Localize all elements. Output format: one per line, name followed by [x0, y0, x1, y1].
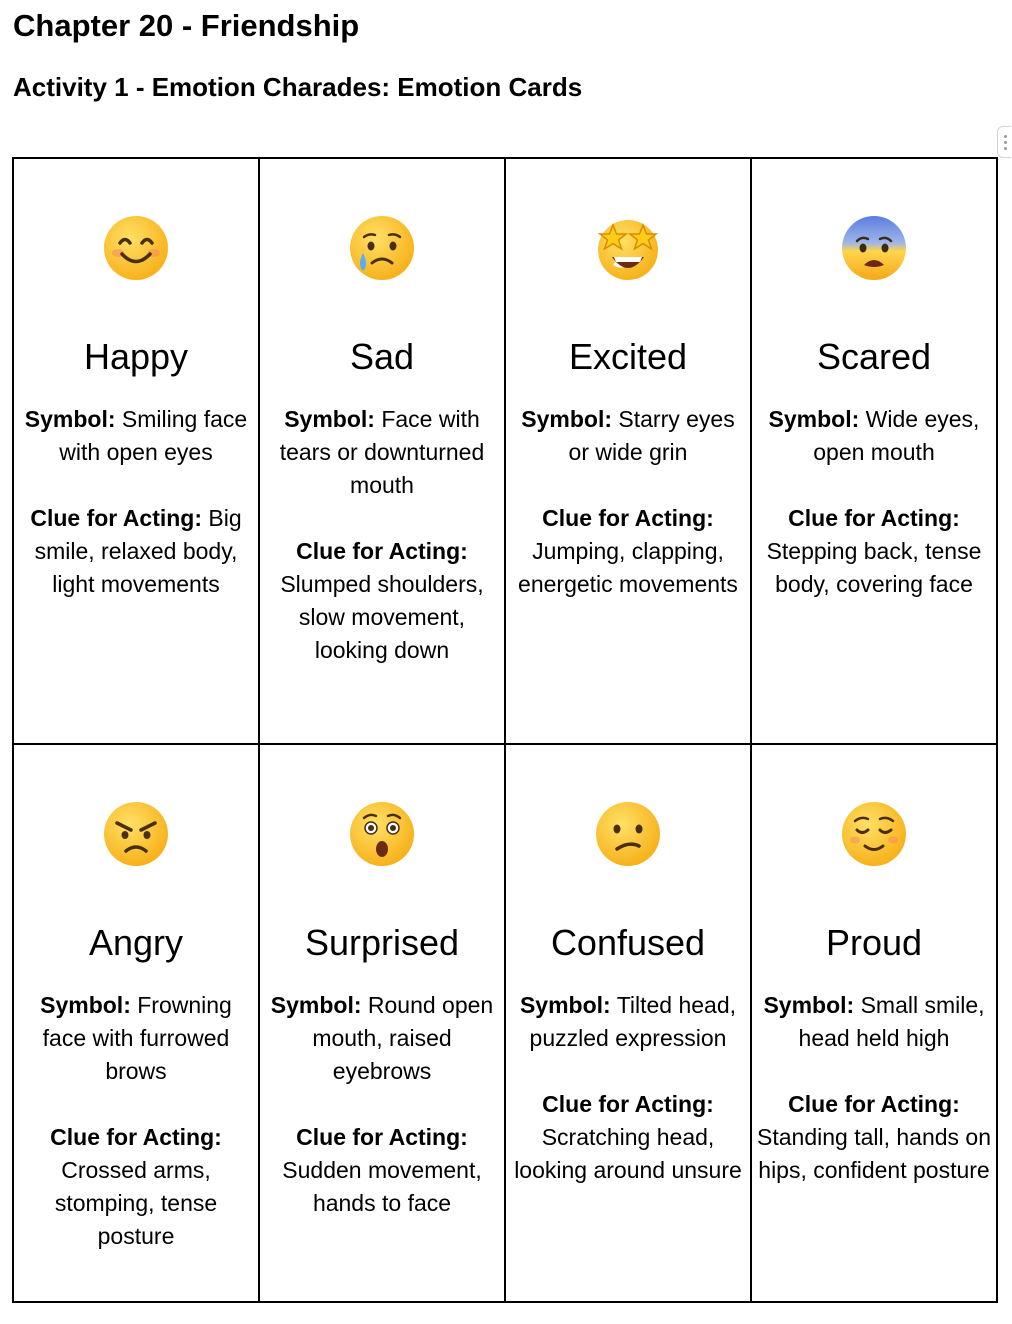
symbol-label: Symbol: — [24, 406, 116, 432]
emotion-card-sad — [259, 158, 505, 744]
symbol-label: Symbol: — [763, 992, 855, 1018]
clue-text: Crossed arms, stomping, tense posture — [54, 1157, 218, 1249]
symbol-text: Tilted head, puzzled expression — [529, 992, 737, 1051]
acting-clue — [757, 1088, 991, 1187]
symbol-label: Symbol: — [40, 992, 131, 1018]
symbol-text: Starry eyes or wide grin — [568, 406, 735, 465]
clue-text: Big smile, relaxed body, light movements — [34, 505, 242, 597]
smiling-face-icon — [103, 215, 169, 281]
symbol-text: Frowning face with furrowed brows — [42, 992, 232, 1084]
chapter-title: Chapter 20 - Friendship — [13, 8, 360, 43]
symbol-label: Symbol: — [270, 992, 362, 1018]
clue-text: Slumped shoulders, slow movement, looking down — [280, 571, 484, 663]
symbol-label: Symbol: — [284, 406, 375, 432]
symbol-label: Symbol: — [768, 406, 860, 432]
acting-clue — [511, 502, 745, 601]
crying-face-icon — [349, 215, 415, 281]
clue-label: Clue for Acting: — [542, 505, 714, 531]
emotion-cards-table — [12, 157, 998, 1303]
acting-clue — [757, 502, 991, 601]
clue-label: Clue for Acting: — [30, 505, 202, 531]
symbol-text: Small smile, head held high — [798, 992, 985, 1051]
symbol-description — [757, 989, 991, 1055]
acting-clue — [265, 535, 499, 667]
acting-clue — [265, 1121, 499, 1220]
clue-label: Clue for Acting: — [542, 1091, 714, 1117]
emotion-name: Confused — [550, 922, 706, 963]
acting-clue — [19, 1121, 253, 1253]
clue-label: Clue for Acting: — [50, 1124, 222, 1150]
clue-text: Stepping back, tense body, covering face — [766, 538, 982, 597]
clue-label: Clue for Acting: — [788, 505, 960, 531]
clue-text: Sudden movement, hands to face — [282, 1157, 482, 1216]
table-drag-handle-icon[interactable] — [997, 126, 1011, 158]
emotion-name: Sad — [349, 336, 415, 377]
acting-clue — [19, 502, 253, 601]
activity-title: Activity 1 - Emotion Charades: Emotion Cards — [13, 72, 583, 102]
emotion-card-scared — [751, 158, 997, 744]
emotion-card-excited — [505, 158, 751, 744]
acting-clue — [511, 1088, 745, 1187]
clue-text: Scratching head, looking around unsure — [514, 1124, 742, 1183]
symbol-label: Symbol: — [519, 992, 611, 1018]
emotion-name: Angry — [88, 922, 184, 963]
symbol-label: Symbol: — [521, 406, 612, 432]
symbol-description — [757, 403, 991, 469]
relieved-face-icon — [841, 801, 907, 867]
confused-face-icon — [595, 801, 661, 867]
emotion-name: Excited — [568, 336, 688, 377]
emotion-card-angry — [13, 744, 259, 1302]
emotion-name: Happy — [83, 336, 189, 377]
emotion-name: Proud — [825, 922, 923, 963]
symbol-description — [511, 989, 745, 1055]
symbol-text: Smiling face with open eyes — [59, 406, 248, 465]
emotion-card-proud — [751, 744, 997, 1302]
symbol-text: Face with tears or downturned mouth — [279, 406, 485, 498]
star-struck-face-icon — [595, 215, 661, 281]
emotion-name: Scared — [816, 336, 932, 377]
symbol-description — [265, 989, 499, 1088]
emotion-card-surprised — [259, 744, 505, 1302]
emotion-card-happy — [13, 158, 259, 744]
symbol-description — [19, 989, 253, 1088]
symbol-description — [265, 403, 499, 502]
table-row — [13, 744, 997, 1302]
clue-label: Clue for Acting: — [296, 1124, 468, 1150]
clue-text: Standing tall, hands on hips, confident posture — [757, 1124, 992, 1183]
clue-text: Jumping, clapping, energetic movements — [518, 538, 738, 597]
symbol-text: Round open mouth, raised eyebrows — [312, 992, 494, 1084]
clue-label: Clue for Acting: — [296, 538, 468, 564]
symbol-description — [511, 403, 745, 469]
clue-label: Clue for Acting: — [788, 1091, 960, 1117]
table-row — [13, 158, 997, 744]
fearful-face-icon — [841, 215, 907, 281]
emotion-card-confused — [505, 744, 751, 1302]
astonished-face-icon — [349, 801, 415, 867]
angry-face-icon — [103, 801, 169, 867]
symbol-text: Wide eyes, open mouth — [813, 406, 980, 465]
emotion-name: Surprised — [304, 922, 460, 963]
symbol-description — [19, 403, 253, 469]
